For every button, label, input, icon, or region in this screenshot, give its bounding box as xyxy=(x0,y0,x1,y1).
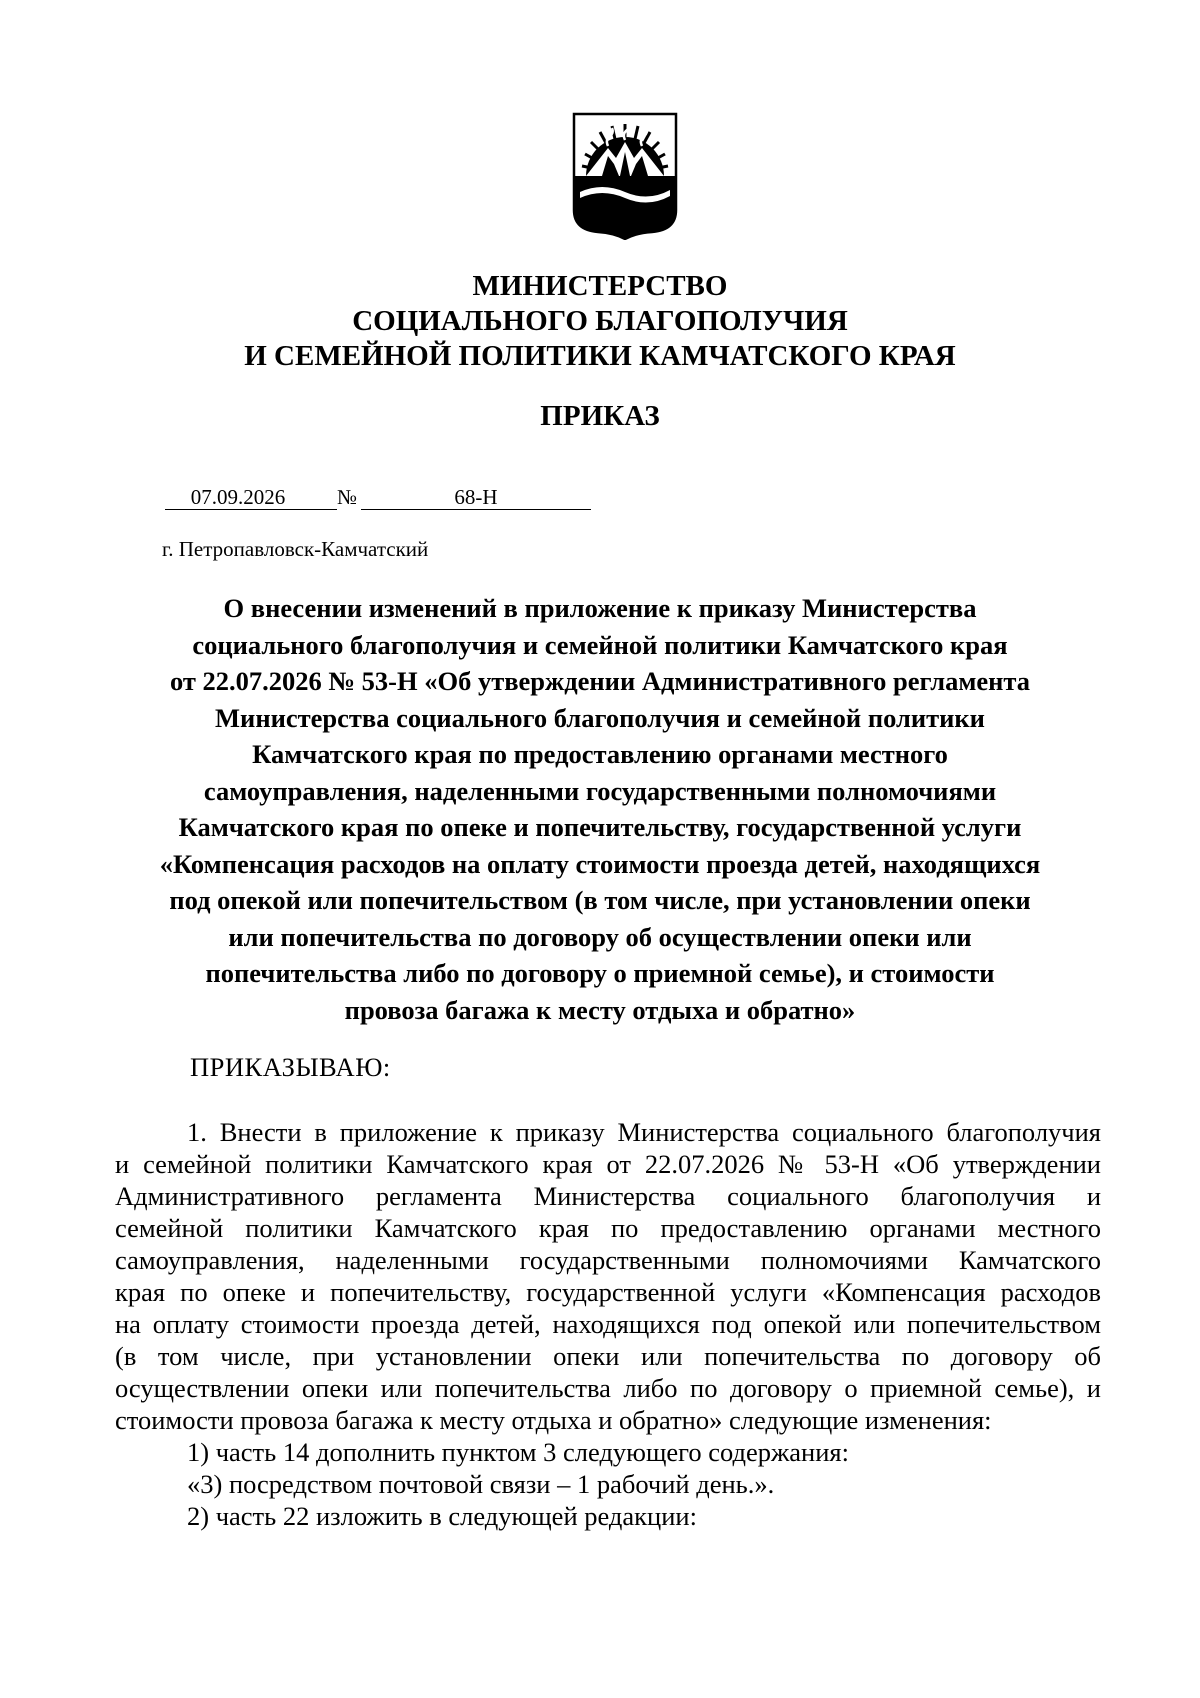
underline-divider xyxy=(311,509,337,510)
body-line: Административного регламента Министерства социального благополучия и xyxy=(115,1181,1101,1211)
body-list-item: 2) часть 22 изложить в следующей редакции: xyxy=(187,1501,697,1531)
kamchatka-coat-of-arms-emblem xyxy=(572,112,678,240)
ministry-name-line: СОЦИАЛЬНОГО БЛАГОПОЛУЧИЯ xyxy=(352,305,848,337)
subject-line: О внесении изменений в приложение к приказу Министерства xyxy=(223,593,977,623)
body-line: самоуправления, наделенными государственными полномочиями Камчатского xyxy=(115,1245,1101,1275)
order-body-text xyxy=(115,1116,1101,1532)
subject-line: «Компенсация расходов на оплату стоимости проезда детей, находящихся xyxy=(159,848,1041,879)
subject-line: социального благополучия и семейной политики Камчатского края xyxy=(192,629,1008,660)
subject-line: или попечительства по договору об осуществлении опеки или xyxy=(228,921,972,952)
ministry-name-line: И СЕМЕЙНОЙ ПОЛИТИКИ КАМЧАТСКОГО КРАЯ xyxy=(244,340,956,372)
body-list-item: «3) посредством почтовой связи – 1 рабочий день.». xyxy=(187,1469,775,1499)
body-line: 1. Внести в приложение к приказу Министерства социального благополучия xyxy=(187,1117,1101,1147)
order-subject-heading xyxy=(100,590,1100,1028)
document-type-title: ПРИКАЗ xyxy=(540,400,660,432)
subject-line: Камчатского края по предоставлению органами местного xyxy=(252,739,948,769)
subject-line: под опекой или попечительством (в том числе, при установлении опеки xyxy=(169,885,1031,915)
subject-line: от 22.07.2026 № 53-Н «Об утверждении Административного регламента xyxy=(169,666,1030,696)
body-line: края по опеке и попечительству, государственной услуги «Компенсация расходов xyxy=(115,1277,1101,1307)
subject-line: Министерства социального благополучия и семейной политики xyxy=(215,702,985,733)
subject-line: провоза багажа к месту отдыха и обратно» xyxy=(344,994,856,1025)
body-line: семейной политики Камчатского края по предоставлению органами местного xyxy=(115,1213,1101,1243)
body-line: (в том числе, при установлении опеки или попечительства по договору об xyxy=(115,1341,1101,1371)
body-line: и семейной политики Камчатского края от 22.07.2026 № 53-Н «Об утверждении xyxy=(115,1149,1101,1179)
body-line: на оплату стоимости проезда детей, находящихся под опекой или попечительством xyxy=(115,1309,1101,1339)
body-list-item: 1) часть 14 дополнить пунктом 3 следующего содержания: xyxy=(187,1437,849,1467)
order-date: 07.09.2026 xyxy=(165,485,311,510)
order-number: 68-Н xyxy=(361,485,591,510)
order-directive-word: ПРИКАЗЫВАЮ: xyxy=(190,1052,391,1082)
issuing-city: г. Петропавловск-Камчатский xyxy=(162,537,429,561)
subject-line: самоуправления, наделенными государственными полномочиями xyxy=(203,775,997,806)
ministry-name xyxy=(100,269,1100,374)
body-line: стоимости провоза багажа к месту отдыха и обратно» следующие изменения: xyxy=(115,1405,992,1435)
body-line: осуществлении опеки или попечительства либо по договору о приемной семье), и xyxy=(115,1373,1101,1403)
subject-line: Камчатского края по опеке и попечительству, государственной услуги xyxy=(178,812,1022,842)
number-sign: № xyxy=(337,485,358,509)
ministry-name-line: МИНИСТЕРСТВО xyxy=(472,270,728,302)
subject-line: попечительства либо по договору о приемной семье), и стоимости xyxy=(205,958,995,988)
